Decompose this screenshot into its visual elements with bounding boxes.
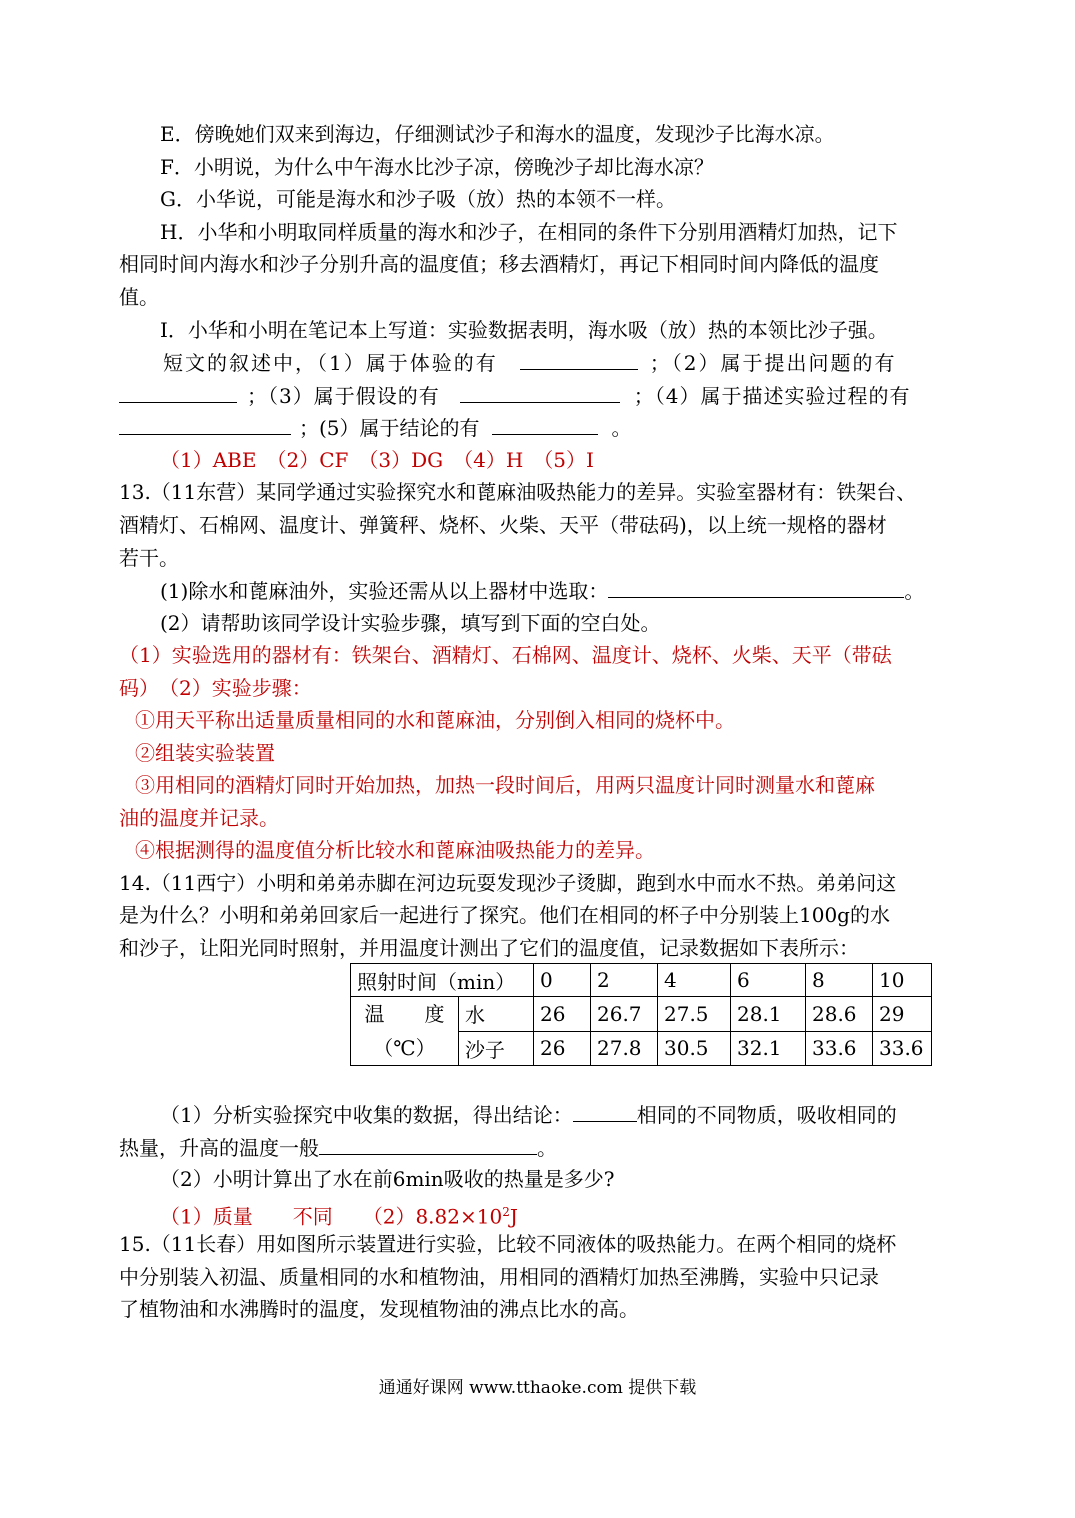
table-cell: 27.8 — [591, 1031, 658, 1066]
q13-answer-step3: ③用相同的酒精灯同时开始加热，加热一段时间后，用两只温度计同时测量水和蓖麻 — [135, 773, 875, 797]
table-header-label: 照射时间（min） — [351, 964, 534, 997]
table-cell: 8 — [806, 964, 873, 997]
q12-part4: ；（4）属于描述实验过程的有 — [633, 384, 911, 408]
q12-end: 。 — [611, 416, 632, 440]
q12-part2: ；（2）属于提出问题的有 — [649, 351, 897, 375]
answer-blank[interactable] — [608, 577, 904, 598]
q13-answer-step1: ①用天平称出适量质量相同的水和蓖麻油，分别倒入相同的烧杯中。 — [135, 708, 735, 732]
answer-blank[interactable] — [119, 382, 237, 403]
q13-part1-end: 。 — [904, 579, 925, 603]
table-cell: 30.5 — [658, 1031, 731, 1066]
q14-part1-cont-text: 热量，升高的温度一般 — [119, 1136, 319, 1160]
q14-part1-cont-end: 。 — [537, 1136, 557, 1160]
q12-prompt-line2 — [119, 382, 910, 409]
table-cell: 28.6 — [806, 997, 873, 1032]
option-e: E．傍晚她们双来到海边，仔细测试沙子和海水的温度，发现沙子比海水凉。 — [160, 122, 835, 146]
q14-part1-text2: 相同的不同物质，吸收相同的 — [636, 1103, 897, 1127]
q15-line1: 15.（11长春）用如图所示装置进行实验，比较不同液体的吸热能力。在两个相同的烧杯 — [119, 1232, 897, 1256]
answer-blank[interactable] — [119, 414, 291, 435]
q13-answer-step2: ②组装实验装置 — [135, 741, 275, 765]
temperature-label — [351, 997, 459, 1066]
table-cell: 32.1 — [731, 1031, 806, 1066]
table-cell: 0 — [534, 964, 591, 997]
q14-answer-text: （1）质量 不同 （2）8.82×10 — [160, 1204, 503, 1229]
sand-label: 沙子 — [458, 1031, 533, 1066]
q15-line2: 中分别装入初温、质量相同的水和植物油，用相同的酒精灯加热至沸腾，实验中只记录 — [119, 1265, 879, 1289]
page-footer: 通通好课网 www.tthaoke.com 提供下载 — [378, 1378, 697, 1398]
table-cell: 2 — [591, 964, 658, 997]
answer-blank[interactable] — [573, 1101, 637, 1122]
table-cell: 26 — [534, 1031, 591, 1066]
answer-blank[interactable] — [520, 349, 638, 370]
option-g: G．小华说，可能是海水和沙子吸（放）热的本领不一样。 — [160, 187, 676, 211]
q13-line3: 若干。 — [119, 546, 179, 570]
q12-prompt-line3 — [119, 414, 632, 441]
q13-answer-step4: ④根据测得的温度值分析比较水和蓖麻油吸热能力的差异。 — [135, 838, 655, 862]
table-cell: 33.6 — [806, 1031, 873, 1066]
q13-line2: 酒精灯、石棉网、温度计、弹簧秤、烧杯、火柴、天平（带砝码)，以上统一规格的器材 — [119, 513, 887, 537]
q13-part2: (2）请帮助该同学设计实验步骤，填写到下面的空白处。 — [160, 611, 661, 635]
q13-answer-step3-cont: 油的温度并记录。 — [119, 806, 279, 830]
table-cell: 10 — [873, 964, 932, 997]
option-f: F．小明说，为什么中午海水比沙子凉，傍晚沙子却比海水凉？ — [160, 155, 714, 179]
table-cell: 6 — [731, 964, 806, 997]
table-cell: 26 — [534, 997, 591, 1032]
table-cell: 28.1 — [731, 997, 806, 1032]
q14-answer-unit: J — [509, 1204, 518, 1229]
water-label: 水 — [458, 997, 533, 1032]
q14-line3: 和沙子，让阳光同时照射，并用温度计测出了它们的温度值，记录数据如下表所示： — [119, 936, 859, 960]
option-h-line1: H．小华和小明取同样质量的海水和沙子，在相同的条件下分别用酒精灯加热，记下 — [160, 220, 898, 244]
q14-line1: 14.（11西宁）小明和弟弟赤脚在河边玩耍发现沙子烫脚，跑到水中而水不热。弟弟问这 — [119, 871, 897, 895]
temperature-table — [350, 963, 932, 1066]
table-row — [351, 997, 932, 1032]
q14-line2: 是为什么？小明和弟弟回家后一起进行了探究。他们在相同的杯子中分别装上100g的水 — [119, 903, 890, 927]
q12-part5: ；(5）属于结论的有 — [299, 416, 480, 440]
q14-part1-text: （1）分析实验探究中收集的数据，得出结论： — [160, 1103, 573, 1127]
q14-part1-cont — [119, 1134, 557, 1161]
q14-answer-exponent: 2 — [502, 1205, 510, 1219]
q13-answer-line2: 码） （2）实验步骤： — [119, 676, 312, 700]
table-cell: 27.5 — [658, 997, 731, 1032]
q14-part1 — [160, 1101, 897, 1128]
q14-part2: （2）小明计算出了水在前6min吸收的热量是多少? — [160, 1167, 615, 1191]
table-row — [351, 964, 932, 997]
q12-prompt-line1 — [163, 349, 896, 376]
option-i: I．小华和小明在笔记本上写道：实验数据表明，海水吸（放）热的本领比沙子强。 — [160, 318, 888, 342]
q12-part3: ；（3）属于假设的有 — [247, 384, 440, 408]
option-h-line2: 相同时间内海水和沙子分别升高的温度值；移去酒精灯，再记下相同时间内降低的温度 — [119, 252, 879, 276]
q14-answer — [160, 1199, 518, 1230]
table-cell: 26.7 — [591, 997, 658, 1032]
answer-blank[interactable] — [492, 414, 598, 435]
q13-part1 — [160, 577, 924, 604]
temperature-label-line2: （℃） — [373, 1036, 436, 1060]
q13-part1-text: (1)除水和蓖麻油外，实验还需从以上器材中选取： — [160, 579, 609, 603]
table-cell: 4 — [658, 964, 731, 997]
temperature-label-line1: 温 度 — [364, 1002, 445, 1026]
table-cell: 33.6 — [873, 1031, 932, 1066]
answer-blank[interactable] — [460, 382, 620, 403]
q13-answer-line1: （1）实验选用的器材有：铁架台、酒精灯、石棉网、温度计、烧杯、火柴、天平（带砝 — [119, 643, 892, 667]
answer-blank[interactable] — [319, 1134, 537, 1155]
q12-part1: 短文的叙述中，（1）属于体验的有 — [163, 351, 498, 375]
q12-answer: （1）ABE （2）CF （3）DG （4）H （5）I — [160, 448, 594, 472]
table-cell: 29 — [873, 997, 932, 1032]
option-h-line3: 值。 — [119, 285, 159, 309]
q13-line1: 13.（11东营）某同学通过实验探究水和蓖麻油吸热能力的差异。实验室器材有：铁架台、 — [119, 480, 917, 504]
q15-line3: 了植物油和水沸腾时的温度，发现植物油的沸点比水的高。 — [119, 1297, 639, 1321]
